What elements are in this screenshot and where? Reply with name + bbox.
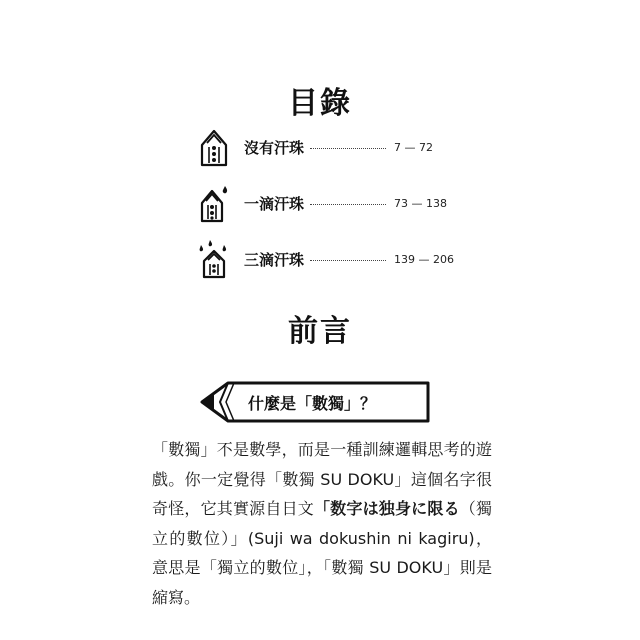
body-text-highlight: 「数字は独身に限る (313, 499, 460, 518)
toc-leader-dots (310, 203, 386, 205)
toc-item-pages: 7 — 72 (394, 140, 434, 154)
preface-title: 前言 (288, 314, 352, 349)
preface-banner (198, 380, 432, 424)
preface-body (152, 435, 492, 612)
toc-item-label: 一滴汗珠 (244, 194, 305, 213)
body-text-part1: 「數獨」不是數學，而是一種訓練邏輯思考的遊戲。你一定覺得「數獨 SU DOKU」這個名字很奇怪，它其實源自日文 (152, 440, 492, 518)
banner-heading: 什麼是「數獨」？ (248, 394, 377, 413)
toc-leader-dots (310, 259, 386, 261)
toc-item-label: 沒有汗珠 (244, 138, 305, 157)
toc-item-pages: 139 — 206 (394, 252, 454, 266)
pencil-house-no-drops-icon (196, 127, 232, 167)
body-text-part2: （獨立的數位）」(Suji wa dokushin ni kagiru)，意思是「獨立的數位」，「數獨 SU DOKU」則是縮寫。 (152, 499, 492, 607)
toc-item-2[interactable] (196, 183, 476, 223)
toc-item-3[interactable] (196, 239, 476, 279)
toc-item-pages: 73 — 138 (394, 196, 448, 210)
toc-title: 目錄 (288, 86, 352, 121)
toc-item-label: 三滴汗珠 (244, 250, 305, 269)
toc-item-1[interactable] (196, 127, 476, 167)
pencil-house-one-drop-icon (196, 183, 232, 223)
toc-leader-dots (310, 147, 386, 149)
pencil-house-three-drops-icon (196, 239, 232, 279)
